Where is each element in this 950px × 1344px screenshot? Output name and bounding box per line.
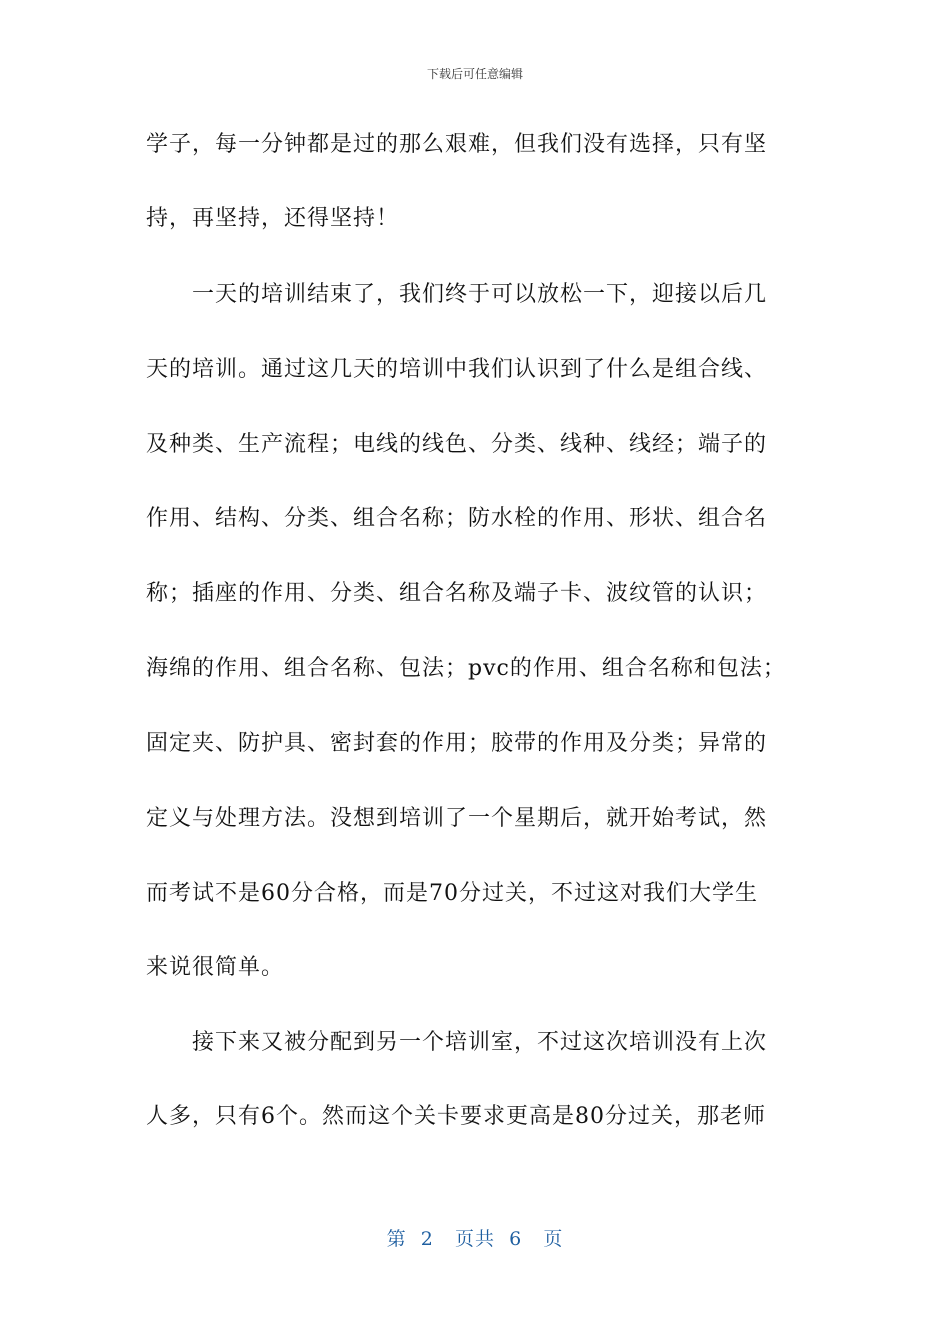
body-line: 及种类、生产流程；电线的线色、分类、线种、线经；端子的 [146,432,768,457]
body-line: 而考试不是60分合格，而是70分过关，不过这对我们大学生 [146,881,758,906]
body-line: 作用、结构、分类、组合名称；防水栓的作用、形状、组合名 [146,506,768,531]
footer-current-page: 2 [420,1228,434,1250]
body-line: 人多，只有6个。然而这个关卡要求更高是80分过关，那老师 [146,1104,766,1129]
body-line: 学子，每一分钟都是过的那么艰难，但我们没有选择，只有坚 [146,132,768,157]
body-line: 称；插座的作用、分类、组合名称及端子卡、波纹管的认识； [146,581,768,606]
page-footer-pagination [0,1226,950,1252]
footer-total-pages: 6 [509,1228,523,1250]
body-line: 一天的培训结束了，我们终于可以放松一下，迎接以后几 [146,282,768,307]
footer-suffix: 页 [543,1228,564,1250]
body-line: 天的培训。通过这几天的培训中我们认识到了什么是组合线、 [146,357,768,382]
footer-mid: 页共 [454,1228,495,1250]
body-line: 接下来又被分配到另一个培训室，不过这次培训没有上次 [146,1030,768,1055]
page-header-note: 下载后可任意编辑 [426,67,523,81]
body-line: 持，再坚持，还得坚持！ [146,206,400,231]
body-line: 海绵的作用、组合名称、包法；pvc的作用、组合名称和包法； [146,656,786,681]
footer-prefix: 第 [386,1228,407,1250]
body-line: 定义与处理方法。没想到培训了一个星期后，就开始考试，然 [146,806,768,831]
body-line: 来说很简单。 [146,955,285,980]
body-line: 固定夹、防护具、密封套的作用；胶带的作用及分类；异常的 [146,731,768,756]
